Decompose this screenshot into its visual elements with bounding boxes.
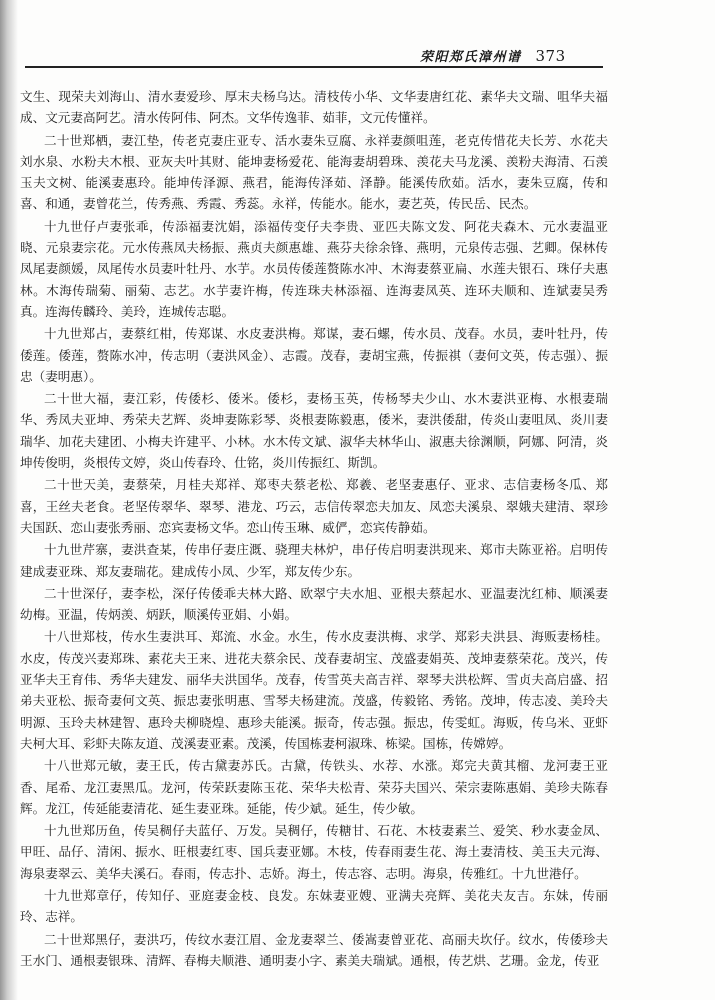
paragraph: 二十世深仔，妻李松，深仔传倭乖夫林大路、欧翠宁夫水旭、亚根夫蔡起水、亚温妻沈红柿、顺溪妻幼梅。亚温，传炳羡、炳跃，顺溪传亚娟、小娟。 (20, 585, 608, 623)
paragraph: 十八世郑元敏，妻王氏，传古黛妻苏氏。古黛，传铁头、水荐、水涨。郑完夫黄其榴、龙河妻王亚香、尾希、龙江妻黑瓜。龙河，传荣跃妻陈玉花、荣华夫松青、荣芬夫国兴、荣宗妻陈惠娟、美珍夫陈春辉。龙江，传延能妻清花、延生妻亚珠。延能，传少斌。延生，传少敏。 (20, 758, 608, 816)
paragraph: 十九世郑占，妻蔡红柑，传郑谋、水皮妻洪梅。郑谋，妻石螺，传水员、茂春。水员，妻叶牡丹，传倭莲。倭莲，赘陈水冲，传志明（妻洪风金）、志霞。茂春，妻胡宝燕，传振祺（妻何文英，传志强）、振忠（妻明惠）。 (20, 326, 608, 384)
paragraph: 十八世郑枝，传水生妻洪耳、郑流、水金。水生，传水皮妻洪梅、求学、郑彩夫洪县、海贩妻杨桂。水皮，传茂兴妻郑珠、素花夫王来、进花夫蔡余民、茂春妻胡宝、茂盛妻娟英、茂坤妻蔡荣花。茂兴，传亚华夫王育伟、秀华夫建发、丽华夫洪国华。茂春，传雪英夫高吉祥、翠琴夫洪松辉、雪贞夫高启盛、招弟夫亚松、振奇妻何文英、振忠妻张明惠、雪琴夫杨建流。茂盛，传毅铭、秀铭。茂坤，传志凌、美玲夫明源、玉玲夫林建智、惠玲夫柳晓煌、惠珍夫能溪。振奇，传志强。振忠，传雯虹。海贩，传乌米、亚虾夫柯大耳、彩虾夫陈友道、茂溪妻亚素。茂溪，传国栋妻柯淑珠、栋梁。国栋，传嫦婷。 (20, 629, 608, 751)
paragraph: 二十世天美，妻蔡荣，月桂夫郑祥、郑枣夫蔡老松、郑羲、老坚妻惠仔、亚求、志信妻杨冬瓜、郑喜，王丝夫老食。老坚传翠华、翠琴、港龙、巧云，志信传翠恋夫加友、凤恋夫溪泉、翠娥夫建清、翠珍夫国跃、恋山妻张秀丽、恋宾妻杨文华。恋山传玉琳、威俨，恋宾传静茹。 (20, 477, 608, 535)
paragraph: 十九世仔卢妻张乖，传添福妻沈娟，添福传变仔夫李贵、亚匹夫陈文发、阿花夫森木、元水妻温亚晓、元泉妻宗花。元水传燕凤夫杨振、燕贞夫颜惠雄、燕芬夫徐余锋、燕明，元泉传志强、艺卿。保林传凤尾妻颜媛，凤尾传水员妻叶牡丹、水芋。水员传倭莲赘陈水冲、木海妻蔡亚扁、水莲夫银石、珠仔夫惠林。木海传瑞菊、丽菊、志艺。水芋妻许梅，传连珠夫林添福、连海妻凤英、连环夫顺和、连斌妻吴秀真。连海传麟玲、美玲，连城传志聪。 (20, 218, 608, 319)
running-title: 荣阳郑氏漳州谱 (420, 50, 522, 65)
paragraph: 二十世大福，妻江彩，传倭杉、倭米。倭杉，妻杨玉英，传杨琴夫少山、水木妻洪亚梅、水根妻瑞华、秀凤夫亚坤、秀荣夫艺辉、炎坤妻陈彩琴、炎根妻陈毅惠，倭米，妻洪倭甜，传炎山妻咀凤、炎川妻瑞华、加花夫建团、小梅夫许建平、小林。水木传文斌、淑华夫林华山、淑惠夫徐渊顺，阿娜、阿清，炎坤传俊明，炎根传文婷，炎山传春玲、仕铭，炎川传振红、斯凯。 (20, 391, 608, 471)
paragraph: 十九世郑历鱼，传吴稠仔夫蓝仔、万发。吴稠仔，传糖甘、石花、木枝妻素兰、爱笑、秒水妻金凤、甲旺、品仔、清闲、振水、旺根妻红枣、国兵妻亚娜。木枝，传春雨妻生花、海土妻清枝、美玉夫元海、海泉妻翠云、美华夫溪石。春雨，传志扑、志娇。海土，传志容、志明。海泉，传雅红。十九世港仔。 (20, 823, 608, 881)
paragraph: 十九世芹寨，妻洪查某，传串仔妻庄溉、骁理夫林炉，串仔传启明妻洪现来、郑市夫陈亚裕。启明传建成妻亚珠、郑友妻瑞花。建成传小凤、少军，郑友传少东。 (20, 542, 608, 579)
paragraph: 十九世郑章仔，传知仔、亚庭妻金枝、良发。东妹妻亚嫂、亚满夫亮辉、美花夫友吉。东妹，传丽玲、志祥。 (20, 887, 608, 925)
page-header (420, 46, 600, 66)
page-number: 373 (535, 47, 566, 65)
page-binding-shadow (0, 0, 18, 1000)
header-rule (25, 66, 603, 68)
paragraph: 文生、现荣夫刘海山、清水妻爱珍、厚末夫杨乌达。清枝传小华、文华妻唐红花、素华夫文瑞、咀华夫福成、文元妻高阿艺。清水传阿伟、阿杰。文华传逸菲、茹菲，文元传懂祥。 (20, 89, 608, 126)
body-text (20, 86, 608, 972)
paragraph: 二十世郑黑仔，妻洪巧，传纹水妻江眉、金龙妻翠兰、倭嵩妻曾亚花、高丽夫坎仔。纹水，传倭珍夫王水门、通根妻银珠、清辉、春梅夫顺港、通明妻小字、素美夫瑞斌。通根，传艺烘、艺珊。金龙，传亚 (20, 931, 608, 968)
paragraph: 二十世郑栖，妻江垫，传老克妻庄亚专、活水妻朱豆腐、永祥妻颜咀莲，老克传惜花夫长芳、水花夫刘水泉、水粉夫木根、亚灰夫叶其财、能坤妻杨爱花、能海妻胡碧珠、羡花夫马龙溪、羡粉夫海清、石羡玉夫文树、能溪妻惠玲。能坤传泽源、燕君，能海传泽茹、泽静。能溪传欣茹。活水，妻朱豆腐，传和喜、和通，妻曾花兰，传秀燕、秀霞、秀蕊。永祥，传能水。能水，妻艺英，传民岳、民杰。 (20, 132, 608, 212)
